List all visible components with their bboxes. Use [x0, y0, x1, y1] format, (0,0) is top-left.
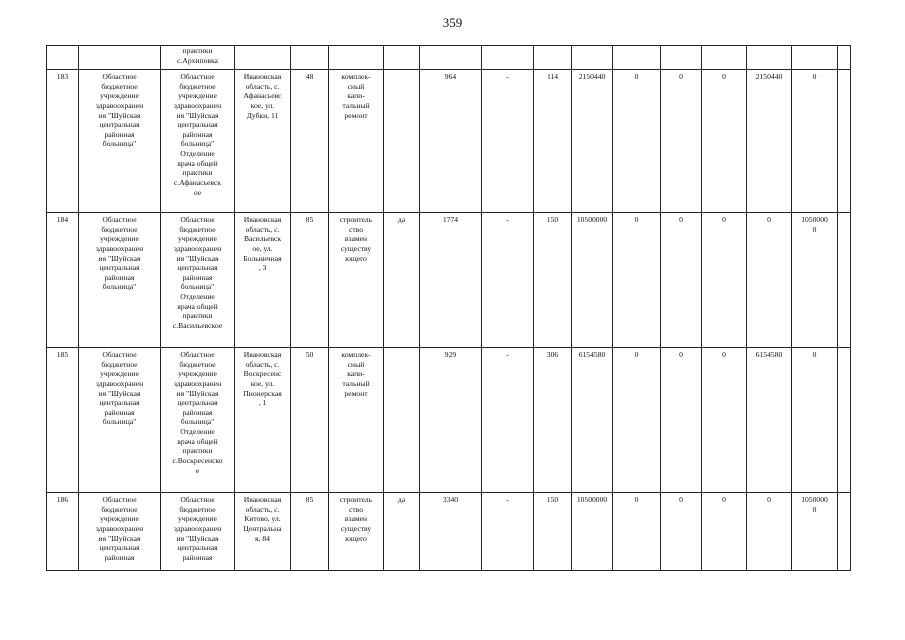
cell-address: Ивановская область, с. Афанасьевс кое, ул. Дубки, 11 — [235, 70, 291, 213]
cell-col12 — [613, 46, 661, 70]
table-row-185 — [47, 348, 851, 493]
cell-col9: - — [482, 493, 534, 571]
page-number: 359 — [442, 15, 463, 30]
cell-col8 — [420, 46, 482, 70]
cell-facility: Областное бюджетное учреждение здравоохранен ия "Шуйская центральная районная больница" Отделение врача общей практики с.Васильевское — [161, 213, 235, 348]
cell-facility: Областное бюджетное учреждение здравоохранен ия "Шуйская центральная районная — [161, 493, 235, 571]
cell-col5: 48 — [291, 70, 329, 213]
cell-col10: 150 — [534, 213, 572, 348]
cell-col11: 10500000 — [572, 213, 613, 348]
cell-col5: 85 — [291, 213, 329, 348]
cell-col13: 0 — [661, 213, 702, 348]
cell-col8: 929 — [420, 348, 482, 493]
cell-col14 — [702, 46, 747, 70]
cell-col14: 0 — [702, 493, 747, 571]
cell-address: Ивановская область, с. Воскресенс кое, ул. Пионерская , 1 — [235, 348, 291, 493]
cell-col9 — [482, 46, 534, 70]
cell-col16: 0 — [792, 70, 838, 213]
cell-address: Ивановская область, с. Васильевск ое, ул. Больничная , 3 — [235, 213, 291, 348]
cell-col17 — [838, 213, 851, 348]
cell-col15: 2150440 — [747, 70, 792, 213]
cell-col12: 0 — [613, 70, 661, 213]
cell-col17 — [838, 70, 851, 213]
cell-col5: 85 — [291, 493, 329, 571]
cell-col15: 0 — [747, 493, 792, 571]
cell-col5: 50 — [291, 348, 329, 493]
cell-col8: 3340 — [420, 493, 482, 571]
cell-col11: 6154580 — [572, 348, 613, 493]
cell-col7 — [384, 46, 420, 70]
cell-col16: 0 — [792, 348, 838, 493]
cell-work-type: строитель ство взамен существу ющего — [329, 493, 384, 571]
cell-organization: Областное бюджетное учреждение здравоохранен ия "Шуйская центральная районная больница" — [79, 213, 161, 348]
cell-col17 — [838, 46, 851, 70]
cell-col13: 0 — [661, 493, 702, 571]
cell-col7 — [384, 70, 420, 213]
cell-col13: 0 — [661, 348, 702, 493]
cell-col14: 0 — [702, 70, 747, 213]
table-row-183 — [47, 70, 851, 213]
cell-col15: 6154580 — [747, 348, 792, 493]
cell-col7 — [384, 348, 420, 493]
cell-col13: 0 — [661, 70, 702, 213]
cell-col13 — [661, 46, 702, 70]
cell-work-type: строитель ство взамен существу ющего — [329, 213, 384, 348]
cell-organization: Областное бюджетное учреждение здравоохранен ия "Шуйская центральная районная больница" — [79, 348, 161, 493]
cell-col16: 1050000 0 — [792, 493, 838, 571]
cell-organization: Областное бюджетное учреждение здравоохранен ия "Шуйская центральная районная — [79, 493, 161, 571]
cell-col8: 1774 — [420, 213, 482, 348]
cell-col17 — [838, 348, 851, 493]
cell-facility: Областное бюджетное учреждение здравоохранен ия "Шуйская центральная районная больница" Отделение врача общей практики с.Воскресенско е — [161, 348, 235, 493]
cell-col11: 10500000 — [572, 493, 613, 571]
cell-number: 185 — [47, 348, 79, 493]
cell-organization — [79, 46, 161, 70]
table-row-184 — [47, 213, 851, 348]
cell-address — [235, 46, 291, 70]
cell-col7: да — [384, 213, 420, 348]
cell-col8: 964 — [420, 70, 482, 213]
cell-number: 183 — [47, 70, 79, 213]
cell-col10 — [534, 46, 572, 70]
table-row-186 — [47, 493, 851, 571]
cell-facility: Областное бюджетное учреждение здравоохранен ия "Шуйская центральная районная больница" Отделение врача общей практики с.Афанасьевск ое — [161, 70, 235, 213]
cell-col15: 0 — [747, 213, 792, 348]
cell-col10: 114 — [534, 70, 572, 213]
cell-col15 — [747, 46, 792, 70]
cell-col7: да — [384, 493, 420, 571]
cell-col9: - — [482, 70, 534, 213]
cell-address: Ивановская область, с. Китово, ул. Центральна я, 84 — [235, 493, 291, 571]
cell-col14: 0 — [702, 348, 747, 493]
cell-number — [47, 46, 79, 70]
cell-organization: Областное бюджетное учреждение здравоохранен ия "Шуйская центральная районная больница" — [79, 70, 161, 213]
cell-work-type: комплек- сный капи- тальный ремонт — [329, 348, 384, 493]
cell-facility: практики с.Архиповка — [161, 46, 235, 70]
cell-col9: - — [482, 348, 534, 493]
cell-col14: 0 — [702, 213, 747, 348]
cell-number: 184 — [47, 213, 79, 348]
cell-number: 186 — [47, 493, 79, 571]
register-table — [46, 45, 851, 571]
cell-col5 — [291, 46, 329, 70]
cell-col17 — [838, 493, 851, 571]
cell-col12: 0 — [613, 493, 661, 571]
cell-col11 — [572, 46, 613, 70]
cell-col10: 150 — [534, 493, 572, 571]
table-row-continued — [47, 46, 851, 70]
cell-work-type — [329, 46, 384, 70]
cell-col9: - — [482, 213, 534, 348]
cell-col16: 1050000 0 — [792, 213, 838, 348]
cell-col16 — [792, 46, 838, 70]
cell-col12: 0 — [613, 348, 661, 493]
cell-col12: 0 — [613, 213, 661, 348]
cell-col11: 2150440 — [572, 70, 613, 213]
cell-work-type: комплек- сный капи- тальный ремонт — [329, 70, 384, 213]
cell-col10: 306 — [534, 348, 572, 493]
